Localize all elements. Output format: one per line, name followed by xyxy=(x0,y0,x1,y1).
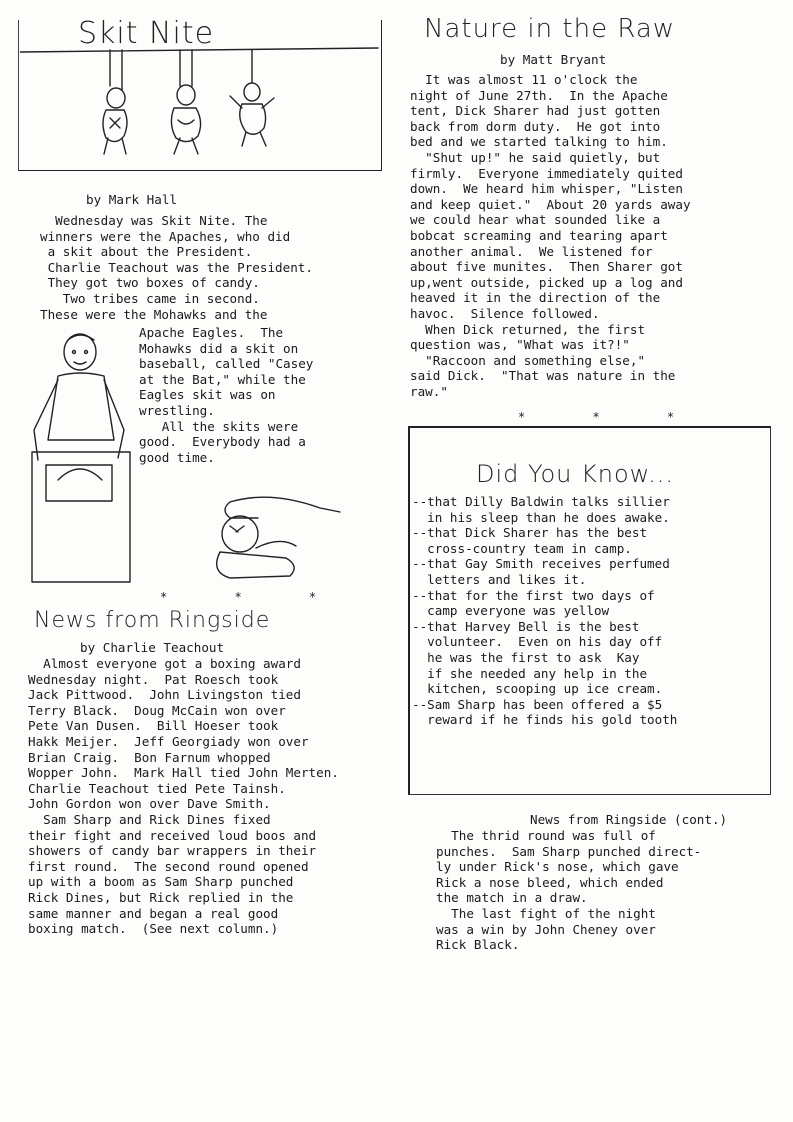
nature-body: It was almost 11 o'clock the night of June 27th. In the Apache tent, Dick Sharer had just gotten back from dorm duty. He got into bed and we started talking to him. "Shut up!" he said quietly, but firmly. Everyone immediately quited down. We heard him whisper, "Listen and keep quiet." About 20 yards away we could hear what sounded like a bobcat screaming and tearing apart another animal. We listened for about five munites. Then Sharer got up,went outside, picked up a log and heaved it in the direction of the havoc. Silence followed. When Dick returned, the first question was, "What was it?!" "Raccoon and something else," said Dick. "That was nature in the raw." xyxy=(410,72,691,399)
skit-nite-title: Skit Nite xyxy=(78,16,215,51)
did-you-know-item: --that Dilly Baldwin talks sillier in his sleep than he does awake. xyxy=(412,494,670,525)
ringside-body: Almost everyone got a boxing award Wednesday night. Pat Roesch took Jack Pittwood. John Livingston tied Terry Black. Doug McCain won over Pete Van Dusen. Bill Hoeser took Hakk Meijer. Jeff Georgiady won over Brian Craig. Bon Farnum whopped Wopper John. Mark Hall tied John Merten. Charlie Teachout tied Pete Tainsh. John Gordon won over Dave Smith. Sam Sharp and Rick Dines fixed their fight and received loud boos and showers of candy bar wrappers in their first round. The second round opened up with a boom as Sam Sharp punched Rick Dines, but Rick replied in the same manner and began a real good boxing match. (See next column.) xyxy=(28,656,339,937)
nature-title: Nature in the Raw xyxy=(424,14,676,44)
ringside-byline: by Charlie Teachout xyxy=(80,640,225,655)
did-you-know-item: --that Gay Smith receives perfumed letters and likes it. xyxy=(412,556,670,587)
did-you-know-item: --that for the first two days of camp everyone was yellow xyxy=(412,587,655,619)
did-you-know-title: Did You Know... xyxy=(476,460,674,488)
hanging-figures-illustration xyxy=(20,28,380,170)
skit-body-top: Wednesday was Skit Nite. The winners were the Apaches, who did a skit about the President. Charlie Teachout was the President. They got two boxes of candy. Two tribes came in second. These were the Mohawks and the xyxy=(40,213,313,322)
ringside-title: News from Ringside xyxy=(34,608,271,633)
ringside-cont-heading: News from Ringside (cont.) xyxy=(530,812,728,827)
did-you-know-item: --that Dick Sharer has the best cross-country team in camp. xyxy=(412,525,648,556)
nature-separator: * * * xyxy=(518,410,705,424)
did-you-know-item: --Sam Sharp has been offered a $5 reward if he finds his gold tooth xyxy=(412,696,678,728)
did-you-know-item: --that Harvey Bell is the best volunteer. Even on his day off he was the first to ask Kay if she needed any help in the kitchen, scooping up ice cream. xyxy=(412,618,663,697)
ringside-cont-body: The thrid round was full of punches. Sam Sharp punched direct- ly under Rick's nose, which gave Rick a nose bleed, which ended the match in a draw. The last fight of the night was a win by John Cheney over Rick Black. xyxy=(436,828,702,953)
wrestling-illustration xyxy=(200,488,348,588)
skit-byline: by Mark Hall xyxy=(86,192,177,207)
skit-body-side: Apache Eagles. The Mohawks did a skit on baseball, called "Casey at the Bat," while the Eagles skit was on wrestling. All the skits were good. Everybody had a good time. xyxy=(139,325,314,465)
did-you-know-list xyxy=(412,494,677,728)
baseball-player-illustration xyxy=(18,330,140,590)
nature-byline: by Matt Bryant xyxy=(500,52,607,67)
skit-separator: * * * xyxy=(160,590,347,604)
